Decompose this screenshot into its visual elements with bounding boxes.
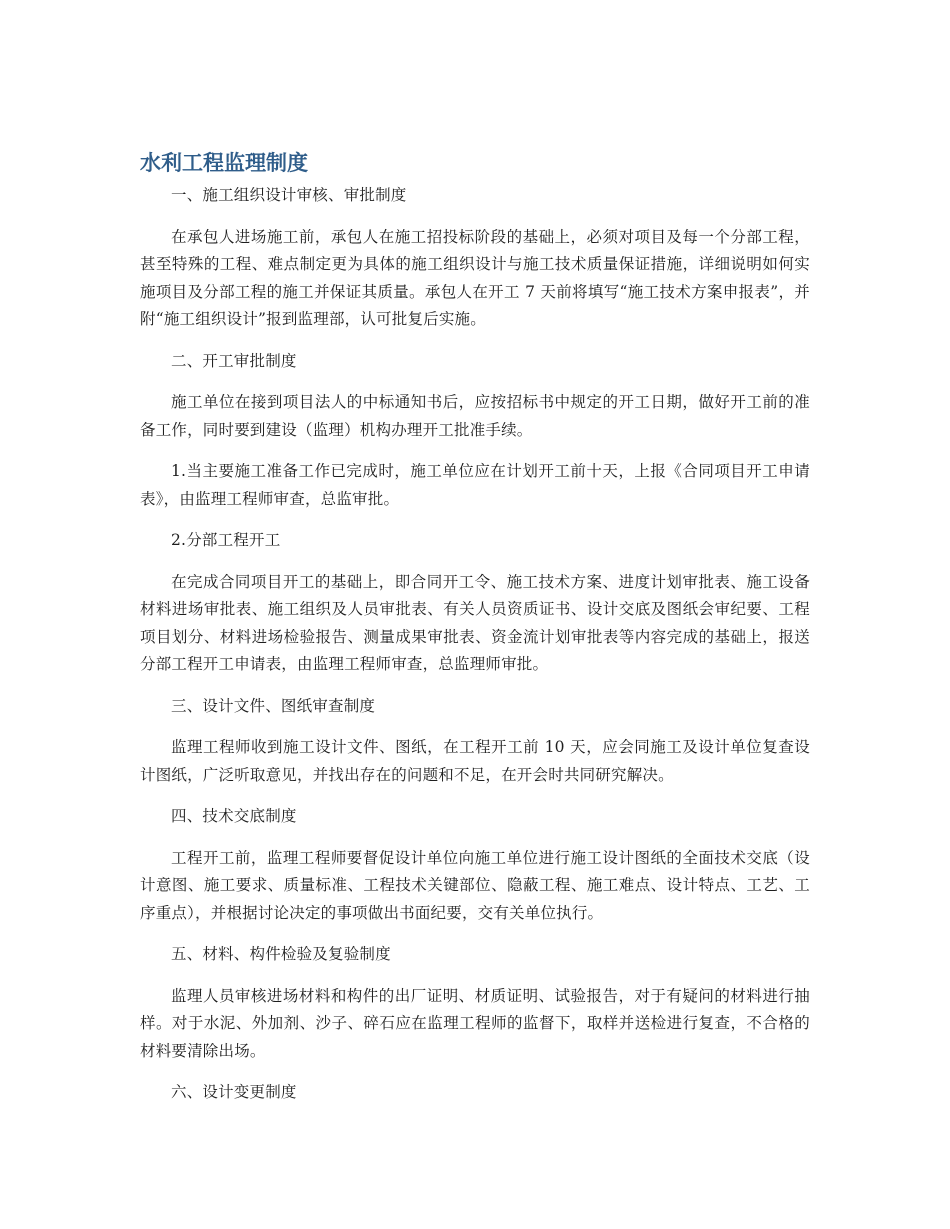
section-heading: 六、设计变更制度	[171, 1083, 297, 1101]
body-paragraph: 监理人员审核进场材料和构件的出厂证明、材质证明、试验报告，对于有疑问的材料进行抽样。对于水泥、外加剂、沙子、碎石应在监理工程师的监督下，取样并送检进行复查，不合格的材料要清除出场。	[140, 986, 810, 1060]
body-paragraph: 1.当主要施工准备工作已完成时，施工单位应在计划开工前十天，上报《合同项目开工申请表》，由监理工程师审查，总监审批。	[140, 462, 810, 508]
document-title: 水利工程监理制度	[140, 151, 308, 175]
section-heading: 二、开工审批制度	[171, 351, 297, 370]
document-page	[140, 148, 810, 1121]
body-paragraph: 监理工程师收到施工设计文件、图纸，在工程开工前 10 天，应会同施工及设计单位复查设计图纸，广泛听取意见，并找出存在的问题和不足，在开会时共同研究解决。	[140, 738, 810, 784]
body-paragraph: 在完成合同项目开工的基础上，即合同开工令、施工技术方案、进度计划审批表、施工设备材料进场审批表、施工组织及人员审批表、有关人员资质证书、设计交底及图纸会审纪要、工程项目划分、材料进场检验报告、测量成果审批表、资金流计划审批表等内容完成的基础上，报送分部工程开工申请表，由监理工程师审查，总监理师审批。	[140, 572, 810, 673]
section-heading: 2.分部工程开工	[171, 531, 281, 549]
body-paragraph: 工程开工前，监理工程师要督促设计单位向施工单位进行施工设计图纸的全面技术交底（设计意图、施工要求、质量标准、工程技术关键部位、隐蔽工程、施工难点、设计特点、工艺、工序重点），并根据讨论决定的事项做出书面纪要，交有关单位执行。	[140, 848, 810, 922]
section-heading: 五、材料、构件检验及复验制度	[171, 945, 391, 963]
section-heading: 四、技术交底制度	[171, 807, 297, 825]
section-heading: 一、施工组织设计审核、审批制度	[171, 186, 407, 204]
body-paragraph: 在承包人进场施工前，承包人在施工招投标阶段的基础上，必须对项目及每一个分部工程，甚至特殊的工程、难点制定更为具体的施工组织设计与施工技术质量保证措施，详细说明如何实施项目及分部工程的施工并保证其质量。承包人在开工 7 天前将填写“施工技术方案申报表”，并附“施工组织设计”报到监理部，认可批复后实施。	[140, 227, 810, 328]
body-paragraph: 施工单位在接到项目法人的中标通知书后，应按招标书中规定的开工日期，做好开工前的准备工作，同时要到建设（监理）机构办理开工批准手续。	[140, 393, 810, 439]
section-heading: 三、设计文件、图纸审查制度	[171, 696, 376, 715]
